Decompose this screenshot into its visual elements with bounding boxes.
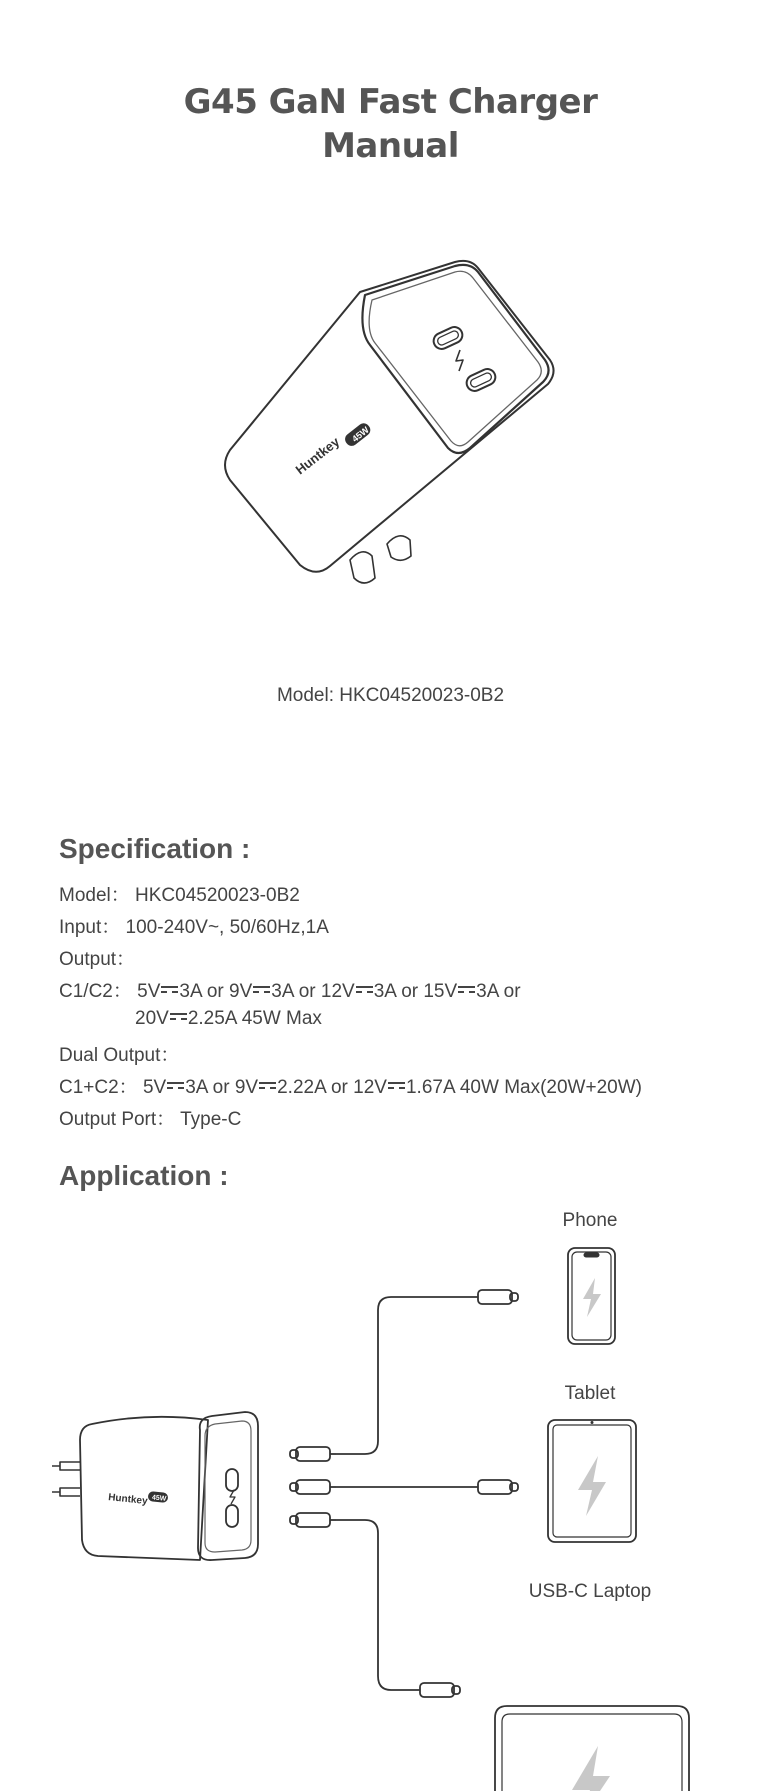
phone-label: Phone xyxy=(562,1210,618,1231)
small-charger-brand: Huntkey xyxy=(107,1492,149,1508)
small-port-c1 xyxy=(226,1469,238,1491)
cable-to-laptop xyxy=(336,1520,420,1690)
spec-c1plusc2-b: 2.22A or 12V xyxy=(277,1077,387,1098)
spec-c1c2-c: 3A or 15V xyxy=(373,981,458,1002)
spec-output-port: Output Port： Type-C xyxy=(59,1109,242,1130)
tablet-lightning-icon xyxy=(578,1456,606,1516)
spec-c1c2-b: 3A or 12V xyxy=(271,981,355,1002)
laptop-label: USB-C Laptop xyxy=(528,1581,652,1602)
spec-c1c2-d: 3A or xyxy=(476,981,521,1002)
spec-c1plusc2-a: 3A or 9V xyxy=(185,1077,259,1098)
laptop-lightning-icon xyxy=(572,1746,610,1791)
specification-heading: Specification : xyxy=(59,833,251,864)
small-lightning-icon xyxy=(230,1490,235,1504)
connector-left-1 xyxy=(290,1447,336,1461)
connector-phone xyxy=(478,1290,518,1304)
connector-left-3 xyxy=(290,1513,336,1527)
cable-to-phone xyxy=(336,1297,478,1454)
spec-c1c2-prefix: C1/C2： 5V xyxy=(59,981,161,1002)
wattage-badge-text: 45W xyxy=(350,424,371,445)
page-subtitle: Manual xyxy=(322,126,459,166)
small-port-c2 xyxy=(226,1505,238,1527)
spec-c1c2-cont-a: 2.25A 45W Max xyxy=(187,1008,322,1029)
connector-left-2 xyxy=(290,1480,336,1494)
tablet-label: Tablet xyxy=(564,1383,616,1404)
spec-input: Input： 100-240V~, 50/60Hz,1A xyxy=(59,917,329,938)
connector-laptop xyxy=(420,1683,460,1697)
phone-lightning-icon xyxy=(583,1278,601,1317)
plug-prongs xyxy=(52,1462,80,1496)
spec-model: Model： HKC04520023-0B2 xyxy=(59,885,300,906)
spec-c1plusc2-prefix: C1+C2： 5V xyxy=(59,1077,167,1098)
connector-tablet xyxy=(478,1480,518,1494)
application-heading: Application : xyxy=(59,1160,229,1191)
spec-dual-label: Dual Output： xyxy=(59,1045,180,1066)
small-wattage-badge-text: 45W xyxy=(151,1494,167,1503)
spec-c1plusc2-c: 1.67A 40W Max(20W+20W) xyxy=(405,1077,642,1098)
page-title: G45 GaN Fast Charger xyxy=(183,82,598,122)
brand-logo: Huntkey xyxy=(292,433,343,478)
model-caption: Model: HKC04520023-0B2 xyxy=(276,685,505,706)
spec-c1c2-a: 3A or 9V xyxy=(179,981,253,1002)
spec-c1c2-cont-prefix: 20V xyxy=(135,1008,169,1029)
spec-output-label: Output： xyxy=(59,949,136,970)
small-charger-body xyxy=(80,1417,208,1560)
